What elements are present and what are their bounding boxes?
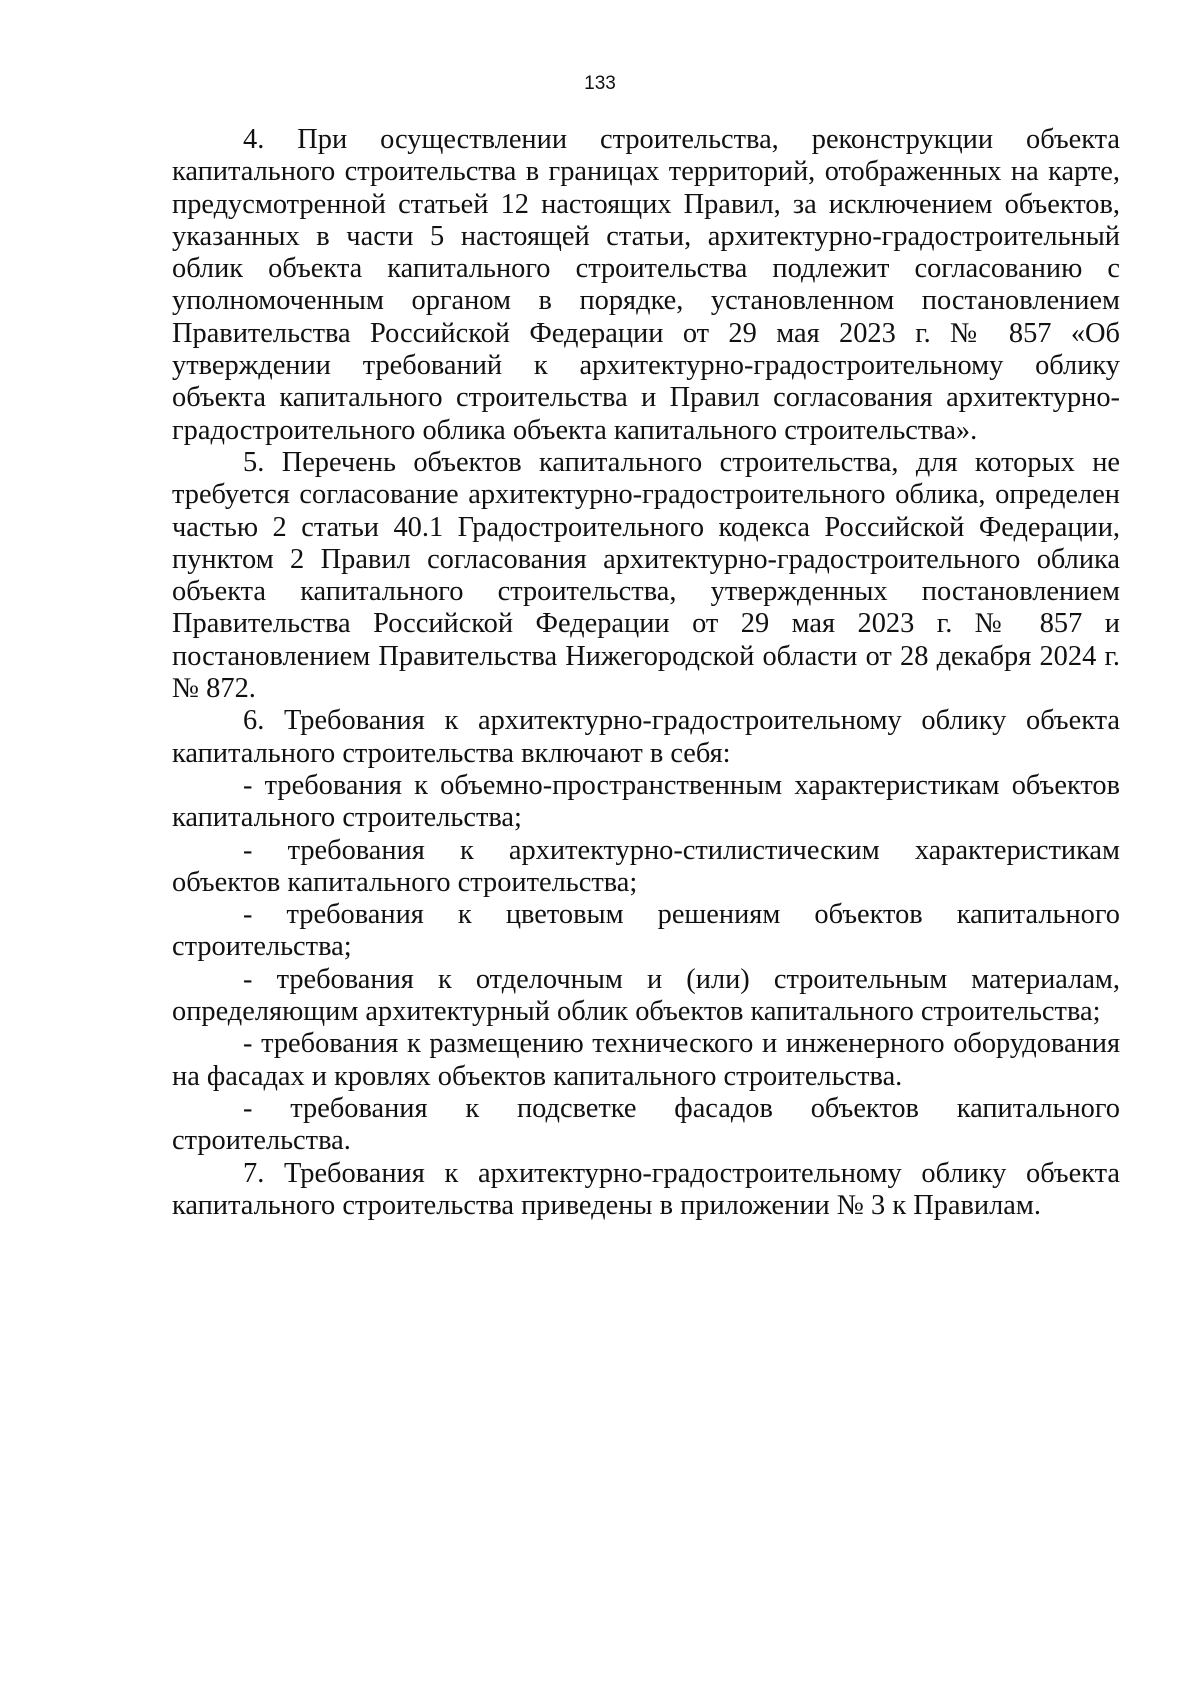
paragraph-4: 4. При осуществлении строительства, реконструкции объекта капитального строительства в границах территорий, отображенных на карте, предусмотренной статьей 12 настоящих Правил, за исключением объектов, указанных в части 5 настоящей статьи, архитектурно-градостроительный облик объекта капитального строительства подлежит согласованию с уполномоченным органом в порядке, установленном постановлением Правительства Российской Федерации от 29 мая 2023 г. № 857 «Об утверждении требований к архитектурно-градостроительному облику объекта капитального строительства и Правил согласования архитектурно-градостроительного облика объекта капитального строительства».: [172, 124, 1120, 446]
paragraph-7: 7. Требования к архитектурно-градостроительному облику объекта капитального строительства приведены в приложении № 3 к Правилам.: [172, 1157, 1120, 1221]
requirement-finishing-materials: - требования к отделочным и (или) строительным материалам, определяющим архитектурный облик объектов капитального строительства;: [172, 963, 1120, 1028]
paragraph-5: 5. Перечень объектов капитального строительства, для которых не требуется согласование архитектурно-градостроительного облика, определен частью 2 статьи 40.1 Градостроительного кодекса Российской Федерации, пунктом 2 Правил согласования архитектурно-градостроительного облика объекта капитального строительства, утвержденных постановлением Правительства Российской Федерации от 29 мая 2023 г. № 857 и постановлением Правительства Нижегородской области от 28 декабря 2024 г. № 872.: [172, 446, 1120, 705]
requirement-architectural-stylistic: - требования к архитектурно-стилистическим характеристикам объектов капитального строительства;: [172, 834, 1120, 898]
requirement-facade-lighting: - требования к подсветке фасадов объектов капитального строительства.: [172, 1092, 1120, 1157]
requirement-color-solutions: - требования к цветовым решениям объектов капитального строительства;: [172, 899, 1120, 963]
paragraph-6: 6. Требования к архитектурно-градостроительному облику объекта капитального строительства включают в себя:: [172, 705, 1120, 769]
page-number: 133: [584, 73, 616, 94]
requirement-volume-spatial: - требования к объемно-пространственным характеристикам объектов капитального строительства;: [172, 769, 1120, 834]
requirement-equipment-placement: - требования к размещению технического и инженерного оборудования на фасадах и кровлях объектов капитального строительства.: [172, 1028, 1120, 1092]
document-body: [172, 124, 1120, 1222]
